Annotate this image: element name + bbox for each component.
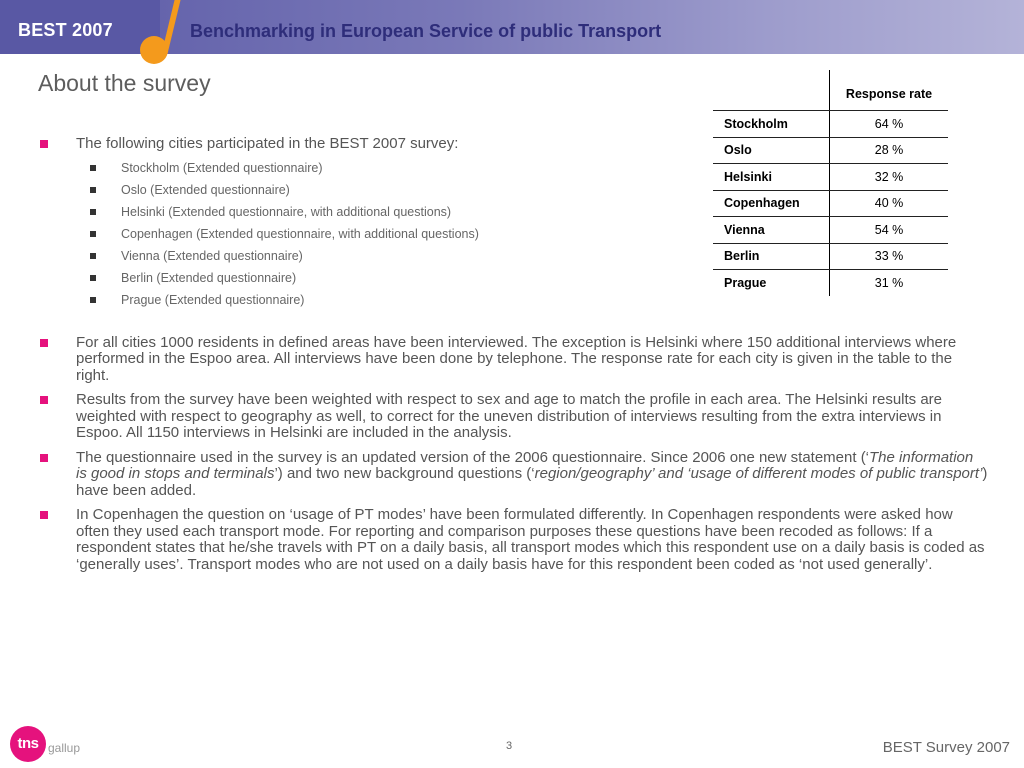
- table-rate: 28 %: [830, 137, 949, 164]
- table-row: [713, 137, 948, 164]
- paragraph-questionnaire: The questionnaire used in the survey is an updated version of the 2006 questionnaire. Since 2006 one new statement (‘The information is good in stops and terminals’) and two new background questions (‘region/geography’ and ‘usage of different modes of public transport’) have been added.: [38, 450, 988, 500]
- sub-bullet-icon: [90, 297, 96, 303]
- header-subtitle: Benchmarking in European Service of public Transport: [190, 21, 662, 41]
- sub-bullet-icon: [90, 187, 96, 193]
- paragraph-weighting: Results from the survey have been weighted with respect to sex and age to match the profile in each area. The Helsinki results are weighted with respect to geography as well, to correct for the uneven distribution of interviews resulting from the extra interviews in Espoo. All 1150 interviews in Helsinki are included in the analysis.: [38, 392, 988, 442]
- list-item: Copenhagen (Extended questionnaire, with additional questions): [38, 223, 988, 245]
- table-city: Oslo: [713, 137, 830, 164]
- list-item: Oslo (Extended questionnaire): [38, 179, 988, 201]
- page-number: 3: [506, 740, 513, 752]
- sub-bullet-icon: [90, 165, 96, 171]
- list-item: Prague (Extended questionnaire): [38, 289, 988, 311]
- bullet-square-icon: [40, 339, 48, 347]
- orange-dot-icon: [140, 36, 168, 64]
- table-header-empty: [713, 70, 830, 111]
- table-row: [713, 243, 948, 270]
- table-rate: 40 %: [830, 190, 949, 217]
- response-rate-table: [713, 70, 948, 296]
- bullet-square-icon: [40, 396, 48, 404]
- table-rate: 54 %: [830, 217, 949, 244]
- table-rate: 31 %: [874, 275, 904, 290]
- table-city: Helsinki: [713, 164, 830, 191]
- header-brand: BEST 2007: [18, 20, 113, 40]
- table-row: [713, 164, 948, 191]
- list-item: Helsinki (Extended questionnaire, with additional questions): [38, 201, 988, 223]
- page-title: About the survey: [38, 70, 211, 96]
- table-rate: 33 %: [830, 243, 949, 270]
- table-row: [713, 217, 948, 244]
- footer-title: BEST Survey 2007: [882, 739, 1010, 756]
- list-item: Vienna (Extended questionnaire): [38, 245, 988, 267]
- table-header-row: [713, 70, 948, 111]
- sub-bullet-icon: [90, 231, 96, 237]
- table-rate: 64 %: [830, 111, 949, 138]
- sub-bullet-icon: [90, 275, 96, 281]
- bullet-square-icon: [40, 511, 48, 519]
- sub-bullet-icon: [90, 209, 96, 215]
- paragraph-copenhagen: In Copenhagen the question on ‘usage of PT modes’ have been formulated differently. In Copenhagen respondents were asked how often they used each transport mode. For reporting and comparison purposes these questions have been recoded as follows: If a respondent states that he/she travels with PT on a daily basis, all transport modes which this respondent use on a daily basis is coded as ‘generally uses’. Transport modes who are not used on a daily basis have for this respondent been coded as ‘not used generally’.: [38, 507, 988, 573]
- bullet-square-icon: [40, 140, 48, 148]
- table-rate: 32 %: [830, 164, 949, 191]
- gallup-logo-text: gallup: [48, 741, 81, 755]
- tns-logo-icon: tns: [10, 726, 46, 762]
- sub-bullet-icon: [90, 253, 96, 259]
- table-city: Stockholm: [713, 111, 830, 138]
- intro-text: The following cities participated in the BEST 2007 survey:: [76, 135, 459, 152]
- table-row: [713, 111, 948, 138]
- bullet-square-icon: [40, 454, 48, 462]
- table-row: [713, 270, 948, 296]
- table-city: Prague: [713, 270, 830, 296]
- table-city: Copenhagen: [713, 190, 830, 217]
- list-item: Stockholm (Extended questionnaire): [38, 157, 988, 179]
- list-item: Berlin (Extended questionnaire): [38, 267, 988, 289]
- tns-gallup-logo: [10, 726, 85, 762]
- table-header-response-rate: Response rate: [830, 70, 949, 111]
- paragraph-interviews: For all cities 1000 residents in defined areas have been interviewed. The exception is Helsinki where 150 additional interviews where performed in the Espoo area. All interviews have been done by telephone. The response rate for each city is given in the table to the right.: [38, 335, 988, 385]
- table-city: Berlin: [713, 243, 830, 270]
- table-city: Vienna: [713, 217, 830, 244]
- table-row: [713, 190, 948, 217]
